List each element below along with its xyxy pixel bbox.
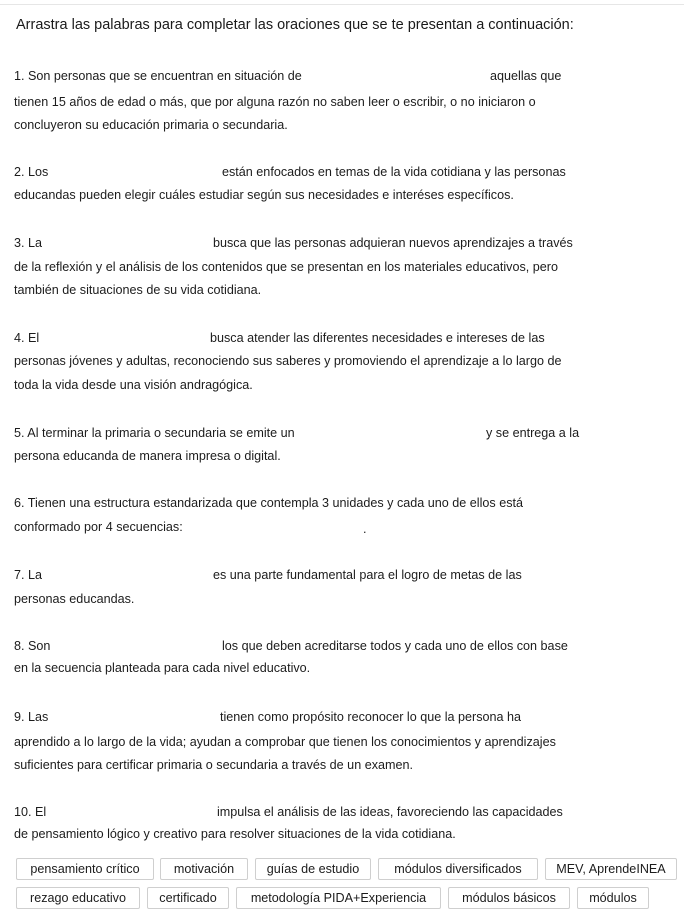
question-7-line-1-after: es una parte fundamental para el logro de metas de las (213, 568, 522, 582)
question-1-line-1: 1. Son personas que se encuentran en situación de (14, 69, 302, 83)
question-2-line-1-after: están enfocados en temas de la vida cotidiana y las personas (222, 165, 566, 179)
question-8-line-1: 8. Son (14, 639, 51, 653)
question-3-line-1-after: busca que las personas adquieran nuevos aprendizajes a través (213, 236, 573, 250)
word-chip-modulos-basicos[interactable]: módulos básicos (448, 887, 570, 909)
question-1-drop-zone[interactable] (330, 66, 480, 86)
question-10-line-1: 10. El (14, 805, 47, 819)
question-7-line-1: 7. La (14, 568, 43, 582)
question-1-line-1-after: aquellas que (490, 69, 562, 83)
question-9-line-1-after: tienen como propósito reconocer lo que la persona ha (220, 710, 522, 724)
question-7-line-2: personas educandas. (14, 592, 135, 606)
question-9-drop-zone[interactable] (58, 707, 208, 727)
word-chip-modulos-diversificados[interactable]: módulos diversificados (378, 858, 538, 880)
question-2-drop-zone[interactable] (60, 162, 210, 182)
word-chip-mev-aprendeinea[interactable]: MEV, AprendeINEA (545, 858, 677, 880)
question-9-line-1: 9. Las (14, 710, 49, 724)
question-10-drop-zone[interactable] (56, 802, 206, 822)
word-chip-certificado[interactable]: certificado (147, 887, 229, 909)
question-5-line-1: 5. Al terminar la primaria o secundaria se emite un (14, 426, 295, 440)
question-5-drop-zone[interactable] (326, 423, 476, 443)
question-9-line-3: suficientes para certificar primaria o secundaria a través de un examen. (14, 758, 413, 772)
word-chip-guias-de-estudio[interactable]: guías de estudio (255, 858, 371, 880)
question-10-line-1-after: impulsa el análisis de las ideas, favoreciendo las capacidades (217, 805, 563, 819)
question-3-line-1: 3. La (14, 236, 43, 250)
question-5-line-2: persona educanda de manera impresa o digital. (14, 449, 281, 463)
question-4-line-1: 4. El (14, 331, 40, 345)
question-8-line-1-after: los que deben acreditarse todos y cada uno de ellos con base (222, 639, 568, 653)
question-5-line-1-after: y se entrega a la (486, 426, 580, 440)
word-chip-pensamiento-critico[interactable]: pensamiento crítico (16, 858, 154, 880)
question-6-line-1: 6. Tienen una estructura estandarizada que contempla 3 unidades y cada uno de ellos está (14, 496, 523, 510)
question-2-line-2: educandas pueden elegir cuáles estudiar según sus necesidades e interéses específicos. (14, 188, 514, 202)
question-3-drop-zone[interactable] (50, 233, 200, 253)
question-2-line-1: 2. Los (14, 165, 49, 179)
instructions-heading: Arrastra las palabras para completar las oraciones que se te presentan a continuación: (16, 17, 574, 33)
question-3-line-2: de la reflexión y el análisis de los contenidos que se presentan en los materiales educativos, pero (14, 260, 558, 274)
question-4-line-3: toda la vida desde una visión andragógica. (14, 378, 253, 392)
question-6-drop-zone[interactable] (205, 517, 355, 537)
question-6-line-2-after: . (363, 522, 367, 536)
question-4-line-1-after: busca atender las diferentes necesidades e intereses de las (210, 331, 545, 345)
question-1-line-2: tienen 15 años de edad o más, que por alguna razón no saben leer o escribir, o no iniciaron o (14, 95, 536, 109)
question-7-drop-zone[interactable] (50, 565, 200, 585)
question-4-drop-zone[interactable] (48, 328, 198, 348)
question-8-line-2: en la secuencia planteada para cada nivel educativo. (14, 661, 311, 675)
word-chip-metodologia-pida-experiencia[interactable]: metodología PIDA+Experiencia (236, 887, 441, 909)
question-4-line-2: personas jóvenes y adultas, reconociendo sus saberes y promoviendo el aprendizaje a lo largo de (14, 354, 562, 368)
word-chip-rezago-educativo[interactable]: rezago educativo (16, 887, 140, 909)
question-3-line-3: también de situaciones de su vida cotidiana. (14, 283, 262, 297)
question-9-line-2: aprendido a lo largo de la vida; ayudan a comprobar que tienen los conocimientos y aprendizajes (14, 735, 556, 749)
question-10-line-2: de pensamiento lógico y creativo para resolver situaciones de la vida cotidiana. (14, 827, 456, 841)
question-6-line-2: conformado por 4 secuencias: (14, 520, 183, 534)
top-divider (0, 4, 684, 5)
word-chip-motivacion[interactable]: motivación (160, 858, 248, 880)
word-chip-modulos[interactable]: módulos (577, 887, 649, 909)
question-1-line-3: concluyeron su educación primaria o secundaria. (14, 118, 288, 132)
question-8-drop-zone[interactable] (60, 636, 210, 656)
